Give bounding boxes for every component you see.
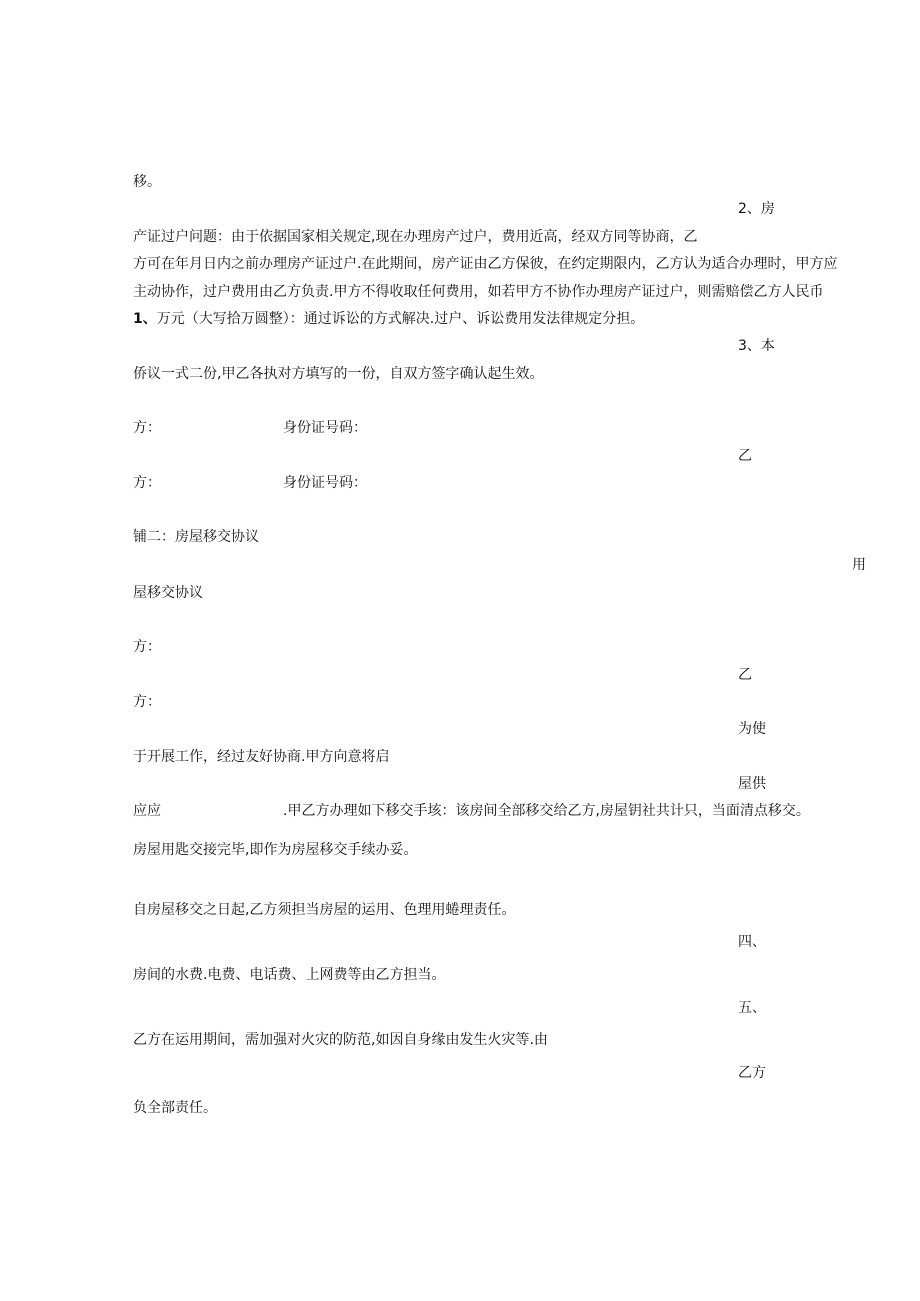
text-line: 方可在年月日内之前办理房产证过户.在此期间，房产证由乙方保彼，在约定期限内，乙方认为适合办理时，甲方应	[133, 256, 838, 272]
party-b-id-label: 身份证号码：	[283, 475, 367, 491]
text-line: 为使	[738, 721, 766, 737]
text-line: .甲乙方办理如下移交手垓：该房间全部移交给乙方,房屋钥社共计只，当面清点移交。	[283, 803, 810, 819]
clause-number-1: 1、	[133, 311, 157, 327]
text-line: 乙	[738, 667, 752, 683]
text-segment: 万元（大写拾万圆整）：通过诉讼的方式解决.过户、诉讼费用发法律规定分担。	[156, 311, 645, 327]
text-line: 用	[852, 557, 866, 573]
party-label: 方：	[133, 639, 161, 655]
text-line: 屋移交协议	[133, 585, 203, 601]
clause-number-3: 3、本	[738, 338, 775, 354]
clause-number-4: 四、	[738, 934, 766, 950]
clause-number-5: 五、	[738, 1000, 766, 1016]
text-line: 房屋用匙交接完毕,即作为房屋移交手续办妥。	[133, 842, 418, 858]
text-line: 房间的水费.电费、电话费、上网费等由乙方担当。	[133, 967, 446, 983]
party-a-label: 方：	[133, 420, 161, 436]
text-line: 负全部责任。	[133, 1100, 217, 1116]
party-a-id-label: 身份证号码：	[283, 420, 367, 436]
text-line: 移。	[133, 174, 161, 190]
party-b-label: 方：	[133, 475, 161, 491]
text-line: 乙方在运用期间，需加强对火灾的防范,如因自身缘由发生火灾等.由	[133, 1032, 548, 1048]
text-line: 应应	[133, 803, 161, 819]
clause-number-2: 2、房	[738, 201, 775, 217]
section-heading: 铺二：房屋移交协议	[133, 529, 259, 545]
text-line: 自房屋移交之日起,乙方须担当房屋的运用、色理用蜷理责任。	[133, 902, 516, 918]
text-line: 产证过户问题：由于依据国家相关规定,现在办理房产过户，费用近高，经双方同等协商，乙	[133, 229, 698, 245]
text-line: 侨议一式二份,甲乙各执对方填写的一份，自双方签字确认起生效。	[133, 366, 544, 382]
text-line: 屋供	[738, 776, 766, 792]
text-line: 主动协作，过户费用由乙方负责.甲方不得收取任何费用，如若甲方不协作办理房产证过户，则需赔偿乙方人民币	[133, 284, 824, 300]
text-line	[133, 309, 644, 329]
text-line: 乙方	[738, 1065, 766, 1081]
text-line: 于开展工作，经过友好协商.甲方向意将启	[133, 749, 390, 765]
text-line: 乙	[738, 448, 752, 464]
party-label: 方：	[133, 694, 161, 710]
